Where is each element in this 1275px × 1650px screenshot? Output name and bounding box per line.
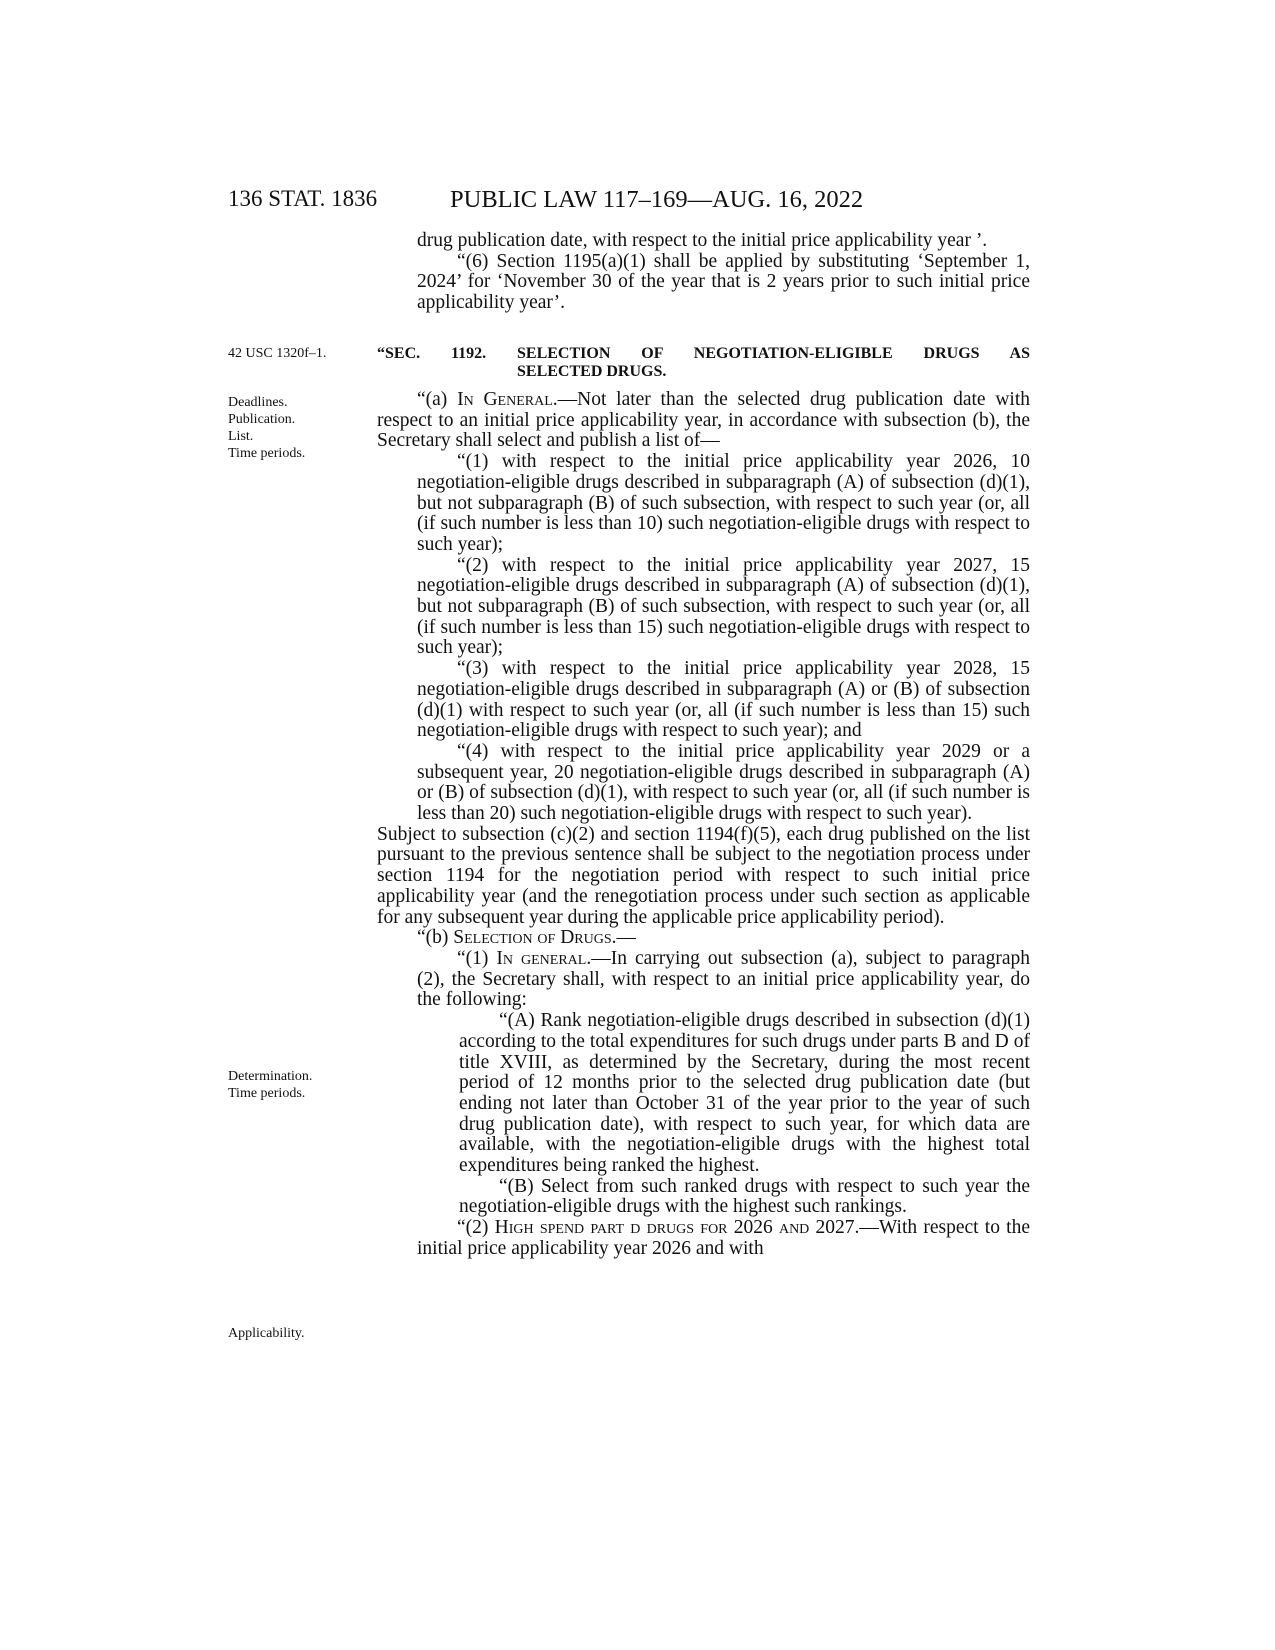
paragraph-b2 xyxy=(417,1218,1030,1259)
section-heading xyxy=(377,345,1030,381)
margin-note-determination: Determination. Time periods. xyxy=(228,1069,313,1101)
subsection-b-suffix: .— xyxy=(611,927,637,949)
paragraph-b2-prefix: “(2) xyxy=(457,1217,495,1239)
paragraph-b2-text: .—With respect to the initial price applicability year 2026 and with xyxy=(417,1217,1030,1259)
subsection-b-heading xyxy=(377,928,1030,949)
subsection-b-caption: Selection of Drugs xyxy=(453,927,612,949)
margin-note-applicability: Applicability. xyxy=(228,1326,305,1341)
section-heading-line-1: “SEC. 1192. SELECTION OF NEGOTIATION-ELIGIBLE DRUGS AS xyxy=(377,345,1030,362)
subparagraph-b1-B: “(B) Select from such ranked drugs with respect to such year the negotiation-eligible drugs with the highest such rankings. xyxy=(459,1175,1030,1218)
paragraph-a4: “(4) with respect to the initial price applicability year 2029 or a subsequent year, 20 negotiation-eligible drugs described in subparagraph (A) or (B) of subsection (d)(1), with respect to such year (or, all (if such number is less than 20) such negotiation-eligible drugs with respect to such year). xyxy=(417,740,1030,825)
paragraph-b1-text: .—In carrying out subsection (a), subject to paragraph (2), the Secretary shall, with respect to an initial price applicability year, do the following: xyxy=(417,947,1030,1011)
top-text-block xyxy=(377,231,1030,314)
margin-note-deadlines: Deadlines. Publication. List. Time periods. xyxy=(228,395,306,461)
paragraph-b1-caption: In general xyxy=(496,947,587,969)
subsection-b-prefix: “(b) xyxy=(417,927,454,949)
page-reference: 136 STAT. 1836 xyxy=(228,186,378,211)
paragraph-a1: “(1) with respect to the initial price applicability year 2026, 10 negotiation-eligible drugs described in subparagraph (A) of subsection (d)(1), but not subparagraph (B) of such subsection, with respect to such year (or, all (if such number is less than 10) such negotiation-eligible drugs with respect to such year); xyxy=(417,451,1030,555)
paragraph-a2: “(2) with respect to the initial price applicability year 2027, 15 negotiation-eligible drugs described in subparagraph (A) of subsection (d)(1), but not subparagraph (B) of such subsection, with respect to such year (or, all (if such number is less than 15) such negotiation-eligible drugs with respect to such year); xyxy=(417,554,1030,659)
paragraph-6: “(6) Section 1195(a)(1) shall be applied by substituting ‘September 1, 2024’ for ‘November 30 of the year that is 2 years prior to such initial price applicability year’. xyxy=(417,250,1030,314)
subparagraph-b1-A: “(A) Rank negotiation-eligible drugs described in subsection (d)(1) according to the total expenditures for such drugs under parts B and D of title XVIII, as determined by the Secretary, during the most recent period of 12 months prior to the selected drug publication date (but ending not later than October 31 of the year prior to the year of such drug publication date), with respect to such year, for which data are available, with the negotiation-eligible drugs with the highest total expenditures being ranked the highest. xyxy=(459,1010,1030,1177)
section-body xyxy=(377,390,1030,1260)
paragraph-b1 xyxy=(417,949,1030,1011)
margin-note-usc: 42 USC 1320f–1. xyxy=(228,346,327,361)
subsection-a-caption: In General xyxy=(457,389,553,410)
subsection-a xyxy=(377,390,1030,452)
running-title: PUBLIC LAW 117–169—AUG. 16, 2022 xyxy=(450,186,864,213)
subsection-a-text: .—Not later than the selected drug publication date with respect to an initial price applicability year, in accordance with subsection (b), the Secretary shall select and publish a list of— xyxy=(377,389,1030,452)
paragraph-a3: “(3) with respect to the initial price applicability year 2028, 15 negotiation-eligible drugs described in subparagraph (A) or (B) of subsection (d)(1) with respect to such year (or, all (if such number is less than 15) such negotiation-eligible drugs with respect to such year); and xyxy=(417,658,1030,742)
continuation-paragraph: drug publication date, with respect to the initial price applicability year ’. xyxy=(417,230,988,251)
paragraph-b1-prefix: “(1) xyxy=(457,947,497,969)
section-heading-line-2: SELECTED DRUGS. xyxy=(517,363,667,380)
subsection-a-tail: Subject to subsection (c)(2) and section 1194(f)(5), each drug published on the list pursuant to the previous sentence shall be subject to the negotiation process under section 1194 for the negotiation period with respect to such initial price applicability year (and the renegotiation process under such section as applicable for any subsequent year during the applicable price applicability period). xyxy=(377,823,1030,928)
paragraph-b2-caption: High spend part d drugs for 2026 and 2027 xyxy=(494,1217,855,1239)
subsection-a-prefix: “(a) xyxy=(417,389,458,410)
